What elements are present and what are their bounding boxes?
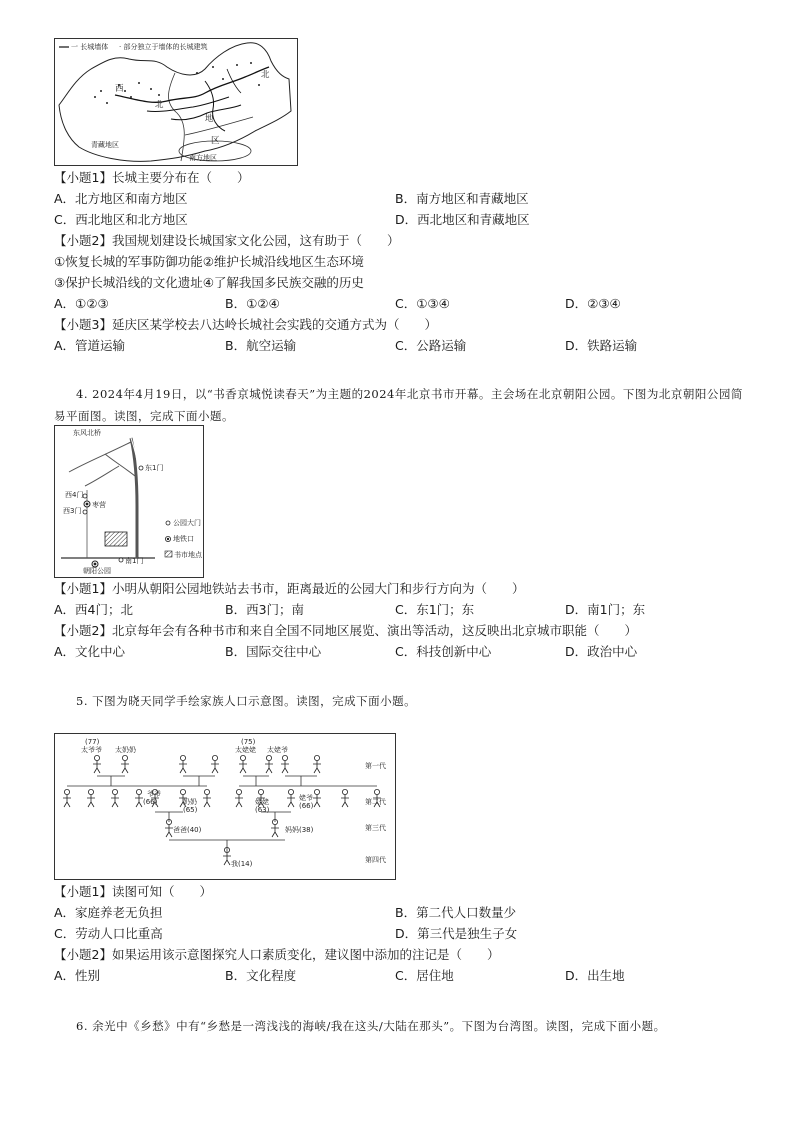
q4-sub2-text: 【小题2】北京每年会有各种书市和来自全国不同地区展览、演出等活动，这反映出北京城市职能（ ） <box>54 623 637 638</box>
family-population-diagram <box>54 733 396 880</box>
family-label-laoye-age: (66) <box>299 802 314 810</box>
q4-stem-line-2: 易平面图。读图，完成下面小题。 <box>54 409 234 423</box>
person-figure <box>211 755 219 773</box>
legend-wall-label: 一 长城墙体 <box>71 43 109 51</box>
q3-sub3-option-a[interactable]: A．管道运输 <box>54 338 126 353</box>
park-map-south1-gate: 南1门 <box>125 557 144 565</box>
q4-stem-line-1: 4. 2024年4月19日，以“书香京城悦读春天”为主题的2024年北京书市开幕。主会场在北京朝阳公园。下图为北京朝阳公园简 <box>76 387 743 401</box>
generation-label-2: 第二代 <box>365 798 386 806</box>
q6-stem: 6. 余光中《乡愁》中有“乡愁是一湾浅浅的海峡/我在这头/大陆在那头”。下图为台湾图。读图，完成下面小题。 <box>76 1019 666 1033</box>
q5-sub2-text: 【小题2】如果运用该示意图探究人口素质变化，建议图中添加的注记是（ ） <box>54 947 500 962</box>
person-figure <box>203 789 211 807</box>
q5-sub1-option-a[interactable]: A．家庭养老无负担 <box>54 905 163 920</box>
park-legend-subway: 地铁口 <box>173 535 194 543</box>
q5-sub2-option-b[interactable]: B．文化程度 <box>225 968 297 983</box>
family-label-wo: 我(14) <box>231 860 253 868</box>
q3-sub1-option-b[interactable]: B．南方地区和青藏地区 <box>395 191 529 206</box>
park-map-west3-gate: 西3门 <box>63 507 82 515</box>
q5-sub1-text: 【小题1】读图可知（ ） <box>54 884 212 899</box>
map-label-qingzang: 青藏地区 <box>91 141 119 149</box>
person-figure <box>265 755 273 773</box>
person-figure <box>271 819 279 837</box>
park-legend-gate: 公园大门 <box>173 519 201 527</box>
q5-sub1-option-b[interactable]: B．第二代人口数量少 <box>395 905 517 920</box>
q3-sub3-option-c[interactable]: C．公路运输 <box>395 338 467 353</box>
q5-stem: 5. 下图为晓天同学手绘家族人口示意图。读图，完成下面小题。 <box>76 694 417 708</box>
q3-sub2-text: 【小题2】我国规划建设长城国家文化公园，这有助于（ ） <box>54 233 400 248</box>
park-map-chaoyang-park: 朝阳公园 <box>83 567 111 575</box>
q4-sub1-option-d[interactable]: D．南1门；东 <box>565 602 646 617</box>
family-label-mama: 妈妈(38) <box>285 826 314 834</box>
map-label-di: 地 <box>205 114 214 124</box>
q3-sub3-text: 【小题3】延庆区某学校去八达岭长城社会实践的交通方式为（ ） <box>54 317 437 332</box>
q4-sub2-option-d[interactable]: D．政治中心 <box>565 644 638 659</box>
map-label-nanfang: 南方地区 <box>189 154 217 162</box>
park-map-west4-gate: 西4门 <box>65 491 84 499</box>
q4-sub1-option-c[interactable]: C．东1门；东 <box>395 602 475 617</box>
q3-sub2-option-d[interactable]: D．②③④ <box>565 296 621 311</box>
person-figure <box>93 755 101 773</box>
family-label-tainainai: 太奶奶 <box>115 746 136 754</box>
person-figure <box>341 789 349 807</box>
q5-sub1-option-d[interactable]: D．第三代是独生子女 <box>395 926 518 941</box>
family-label-nainai-age: (65) <box>183 806 198 814</box>
person-figure <box>111 789 119 807</box>
chaoyang-park-map <box>54 425 204 578</box>
q5-sub2-option-a[interactable]: A．性别 <box>54 968 101 983</box>
q3-sub3-option-b[interactable]: B．航空运输 <box>225 338 297 353</box>
park-legend-market: 书市地点 <box>174 551 202 559</box>
q3-sub1-text: 【小题1】长城主要分布在（ ） <box>54 170 250 185</box>
park-map-zaoying: 枣营 <box>92 501 106 509</box>
family-label-laolao: 姥姥 <box>255 798 269 806</box>
map-label-qu: 区 <box>211 136 220 146</box>
q3-sub1-option-d[interactable]: D．西北地区和青藏地区 <box>395 212 530 227</box>
person-figure <box>63 789 71 807</box>
q3-sub3-option-d[interactable]: D．铁路运输 <box>565 338 638 353</box>
q3-sub1-option-a[interactable]: A．北方地区和南方地区 <box>54 191 188 206</box>
family-label-yeye-age: (66) <box>143 798 158 806</box>
q3-sub2-option-b[interactable]: B．①②④ <box>225 296 280 311</box>
great-wall-map <box>54 38 298 166</box>
generation-label-4: 第四代 <box>365 856 386 864</box>
person-figure <box>313 755 321 773</box>
q5-sub2-option-c[interactable]: C．居住地 <box>395 968 454 983</box>
q3-sub2-statement-1: ①恢复长城的军事防御功能②维护长城沿线地区生态环境 <box>54 254 364 269</box>
q5-sub2-option-d[interactable]: D．出生地 <box>565 968 625 983</box>
generation-label-3: 第三代 <box>365 824 386 832</box>
family-label-taijielao-age: (75) <box>241 738 256 746</box>
family-label-taijielao: 太姥姥 <box>235 746 256 754</box>
family-label-taiyeye-age: (77) <box>85 738 100 746</box>
q3-sub1-option-c[interactable]: C．西北地区和北方地区 <box>54 212 188 227</box>
family-label-laolao-age: (63) <box>255 806 270 814</box>
park-map-east1-gate: 东1门 <box>145 464 164 472</box>
q5-sub1-option-c[interactable]: C．劳动人口比重高 <box>54 926 163 941</box>
family-label-nainai: 奶奶 <box>183 798 197 806</box>
generation-label-1: 第一代 <box>365 762 386 770</box>
q4-sub1-text: 【小题1】小明从朝阳公园地铁站去书市，距离最近的公园大门和步行方向为（ ） <box>54 581 525 596</box>
map-label-bei-left: 北 <box>155 100 164 110</box>
q4-sub1-option-a[interactable]: A．西4门；北 <box>54 602 134 617</box>
park-map-north-gate: 东风北桥 <box>73 429 101 437</box>
family-label-yeye: 爷爷 <box>147 790 161 798</box>
family-label-laoye: 姥爷 <box>299 794 313 802</box>
family-label-baba: 爸爸(40) <box>173 826 202 834</box>
person-figure <box>87 789 95 807</box>
q3-sub2-option-c[interactable]: C．①③④ <box>395 296 450 311</box>
person-figure <box>135 789 143 807</box>
person-figure <box>313 789 321 807</box>
q4-sub2-option-a[interactable]: A．文化中心 <box>54 644 126 659</box>
person-figure <box>235 789 243 807</box>
person-figure <box>287 789 295 807</box>
q4-sub1-option-b[interactable]: B．西3门；南 <box>225 602 305 617</box>
legend-building-label: · 部分独立于墙体的长城建筑 <box>119 43 208 51</box>
q4-sub2-option-b[interactable]: B．国际交往中心 <box>225 644 322 659</box>
family-label-taiyeye: 太爷爷 <box>81 746 102 754</box>
q4-sub2-option-c[interactable]: C．科技创新中心 <box>395 644 492 659</box>
q3-sub2-statement-2: ③保护长城沿线的文化遗址④了解我国多民族交融的历史 <box>54 275 364 290</box>
map-label-xi: 西 <box>115 84 124 94</box>
person-figure <box>165 819 173 837</box>
map-label-bei-right: 北 <box>261 70 270 80</box>
q3-sub2-option-a[interactable]: A．①②③ <box>54 296 109 311</box>
person-figure <box>281 755 289 773</box>
family-label-taijieye: 太姥爷 <box>267 746 288 754</box>
person-figure <box>179 755 187 773</box>
person-figure <box>239 755 247 773</box>
person-figure <box>121 755 129 773</box>
